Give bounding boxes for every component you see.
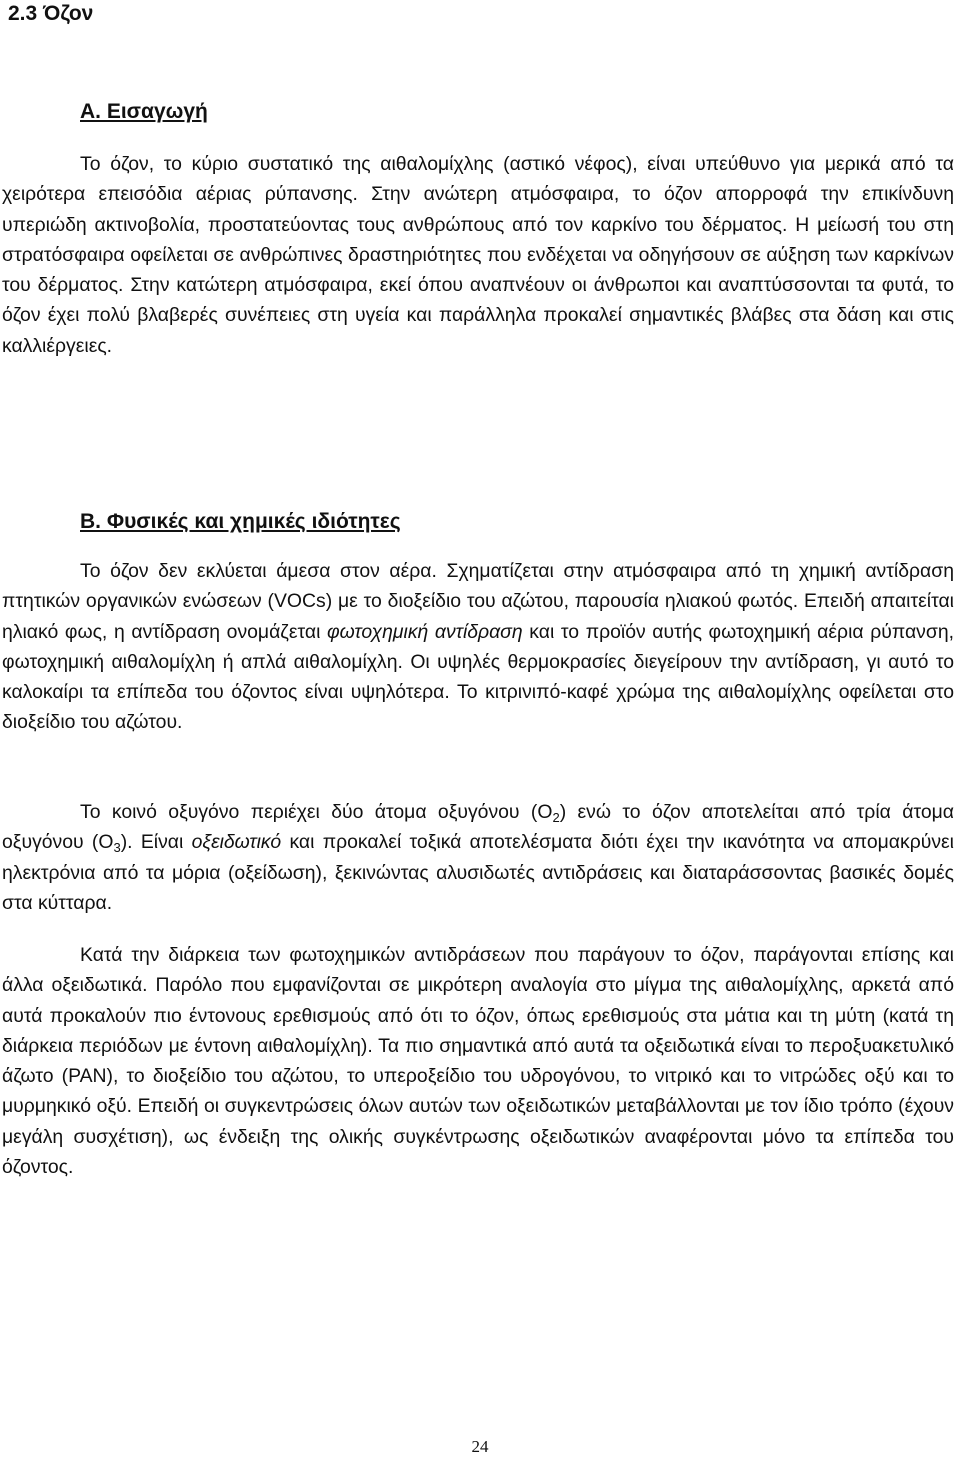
heading-introduction: Α. Εισαγωγή: [80, 100, 208, 123]
photochemical-reaction-term: φωτοχημική αντίδραση: [327, 620, 523, 643]
page-number: 24: [471, 1437, 489, 1456]
paragraph-formation-part-2: και το προϊόν αυτής φωτοχημική αέρια ρύπανση, φωτοχημική αιθαλομίχλη ή απλά αιθαλομίχλη. Οι υψηλές θερμοκρασίες διεγείρουν την αντίδραση, γι αυτό το καλοκαίρι τα επίπεδα του όζοντος είναι υψηλότερα. Το κιτρινιπό-καφέ χρώμα της αιθαλομίχλης οφείλεται στο διοξείδιο του αζώτου.: [2, 620, 954, 734]
paragraph-oxygen-part-2: ) ενώ το όζον αποτελείται από τρία άτομα οξυγόνου (O: [2, 801, 954, 854]
subscript-o3: 3: [113, 840, 121, 856]
paragraph-oxygen: [2, 797, 954, 918]
paragraph-oxygen-part-3: ). Είναι: [120, 831, 192, 854]
paragraph-introduction: Το όζον, το κύριο συστατικό της αιθαλομίχλης (αστικό νέφος), είναι υπεύθυνο για μερικά από τα χειρότερα επεισόδια αέριας ρύπανσης. Στην ανώτερη ατμόσφαιρα, το όζον απορροφά την επικίνδυνη υπεριώδη ακτινοβολία, προστατεύοντας τους ανθρώπους από τον καρκίνο του δέρματος. Η μείωσή του στη στρατόσφαιρα οφείλεται σε ανθρώπινες δραστηριότητες που ενδέχεται να οδηγήσουν σε αύξηση των καρκίνων του δέρματος. Στην κατώτερη ατμόσφαιρα, εκεί όπου αναπνέουν οι άνθρωποι και αναπτύσσονται τα φυτά, το όζον έχει πολύ βλαβερές συνέπειες στη υγεία και παράλληλα προκαλεί σημαντικές βλάβες στα δάση και στις καλλιέργειες.: [2, 153, 954, 357]
subscript-o2: 2: [552, 810, 560, 825]
paragraph-oxygen-part-4: και προκαλεί τοξικά αποτελέσματα διότι έχει την ικανότητα να απομακρύνει ηλεκτρόνια από τα μόρια (οξείδωση), ξεκινώντας αλυσιδωτές αντιδράσεις και διαταράσσοντας βασικές δομές στα κύτταρα.: [2, 831, 954, 914]
paragraph-formation-part-1: Το όζον δεν εκλύεται άμεσα στον αέρα. Σχηματίζεται στην ατμόσφαιρα από τη χημική αντίδραση πτητικών οργανικών ενώσεων (VOCs) με το διοξείδιο του αζώτου, παρουσία ηλιακού φωτός. Επειδή απαιτείται ηλιακό φως, η αντίδραση ονομάζεται: [2, 560, 954, 643]
heading-properties: Β. Φυσικές και χημικές ιδιότητες: [80, 510, 401, 533]
section-title: 2.3 Όζον: [8, 2, 94, 25]
oxidizing-term: οξειδωτικό: [191, 831, 282, 854]
paragraph-formation: [2, 556, 954, 738]
paragraph-oxygen-part-1: Το κοινό οξυγόνο περιέχει δύο άτομα οξυγόνου (O: [80, 801, 553, 823]
paragraph-oxidants: Κατά την διάρκεια των φωτοχημικών αντιδράσεων που παράγουν το όζον, παράγονται επίσης και άλλα οξειδωτικά. Παρόλο που εμφανίζονται σε μικρότερη αναλογία στο μίγμα της αιθαλομίχλης, αρκετά από αυτά προκαλούν πιο έντονους ερεθισμούς από ότι το όζον, όπως ερεθισμούς στα μάτια και τη μύτη (κατά τη διάρκεια περιόδων με έντονη αιθαλομίχλη). Τα πιο σημαντικά από αυτά τα οξειδωτικά είναι το περοξυακετυλικό άζωτο (PAN), το διοξείδιο του αζώτου, το υπεροξείδιο του υδρογόνου, το νιτρικό και το νιτρώδες οξύ και το μυρμηκικό οξύ. Επειδή οι συγκεντρώσεις όλων αυτών των οξειδωτικών μεταβάλλονται με τον ίδιο τρόπο (έχουν μεγάλη συσχέτιση), ως ένδειξη της ολικής συγκέντρωσης οξειδωτικών αναφέρονται μόνο τα επίπεδα του όζοντος.: [2, 944, 954, 1179]
